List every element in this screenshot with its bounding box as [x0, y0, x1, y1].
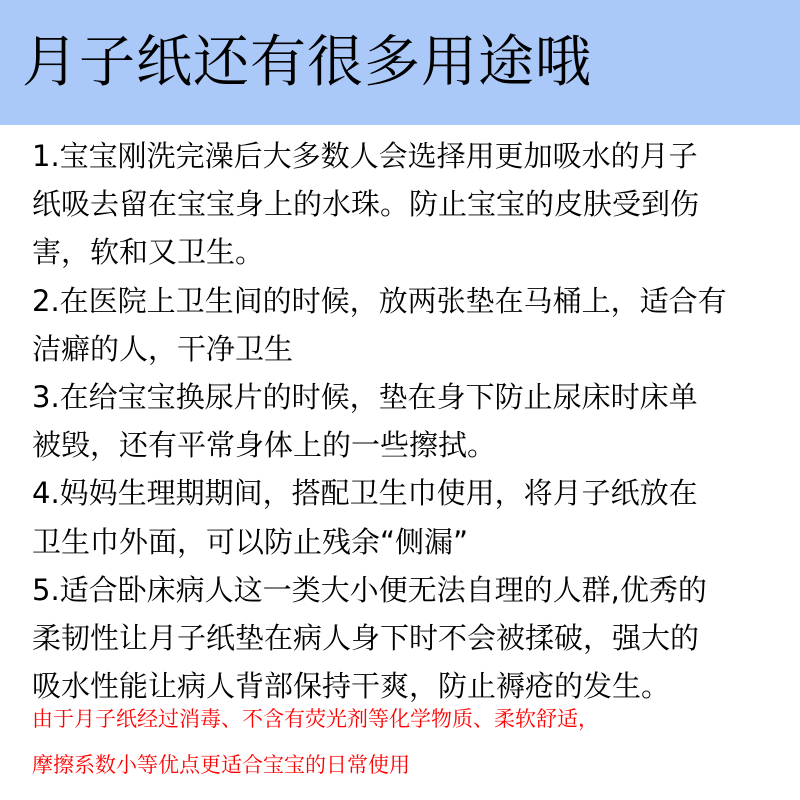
text-line: 5.适合卧床病人这一类大小便无法自理的人群,优秀的	[32, 572, 707, 607]
highlight-note	[32, 696, 782, 788]
text-line: 被毁，还有平常身体上的一些擦拭。	[32, 428, 497, 463]
usage-list	[32, 132, 772, 710]
text-line: 洁癖的人，干净卫生	[32, 331, 294, 366]
text-line: 2.在医院上卫生间的时候，放两张垫在马桶上，适合有	[32, 283, 727, 318]
text-line: 1.宝宝刚洗完澡后大多数人会选择用更加吸水的月子	[32, 139, 698, 173]
text-line: 4.妈妈生理期期间，搭配卫生巾使用，将月子纸放在	[32, 476, 698, 511]
text-line: 害，软和又卫生。	[32, 235, 265, 270]
text-line: 3.在给宝宝换尿片的时候，垫在身下防止尿床时床单	[32, 379, 698, 414]
header-banner	[0, 0, 800, 125]
text-line: 卫生巾外面，可以防止残余“侧漏”	[32, 524, 469, 559]
note-line: 摩擦系数小等优点更适合宝宝的日常使用	[32, 753, 410, 777]
note-line: 由于月子纸经过消毒、不含有荧光剂等化学物质、柔软舒适，	[32, 707, 599, 731]
page-title: 月子纸还有很多用途哦	[22, 30, 592, 95]
text-line: 柔韧性让月子纸垫在病人身下时不会被揉破，强大的	[32, 620, 700, 655]
text-line: 纸吸去留在宝宝身上的水珠。防止宝宝的皮肤受到伤	[32, 187, 700, 222]
text-line: 吸水性能让病人背部保持干爽，防止褥疮的发生。	[32, 669, 671, 704]
